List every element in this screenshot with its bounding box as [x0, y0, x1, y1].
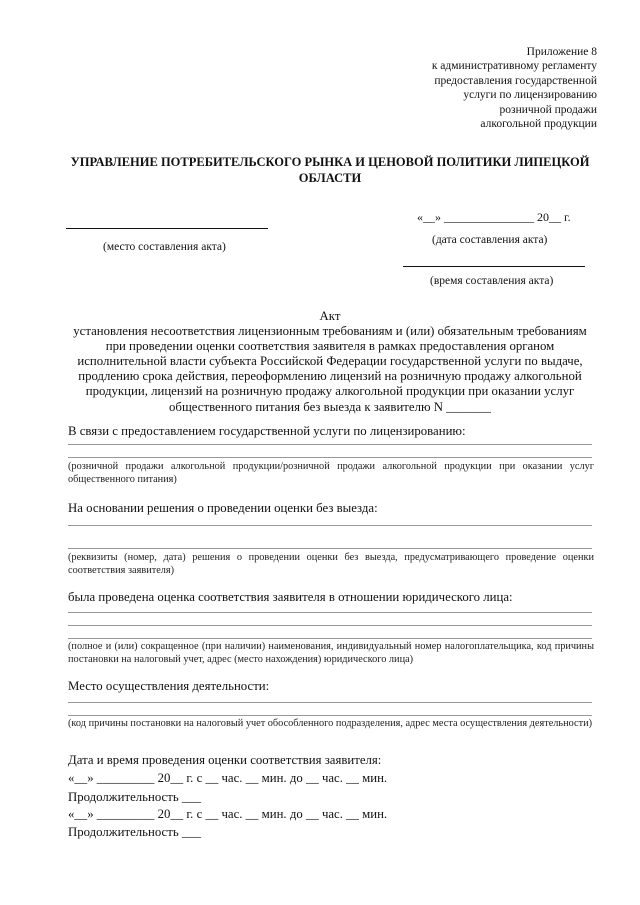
- time-field-line: [403, 266, 585, 267]
- service-field-line[interactable]: [68, 457, 592, 458]
- decision-note: (реквизиты (номер, дата) решения о проведении оценки без выезда, предусматривающего проведение оценки соответствия заявителя): [68, 552, 594, 576]
- time-caption: (время составления акта): [430, 275, 554, 287]
- appendix-line: розничной продажи: [499, 103, 597, 116]
- decision-label: На основании решения о проведении оценки без выезда:: [68, 501, 378, 515]
- agency-title: УПРАВЛЕНИЕ ПОТРЕБИТЕЛЬСКОГО РЫНКА И ЦЕНОВОЙ ПОЛИТИКИ ЛИПЕЦКОЙ ОБЛАСТИ: [70, 155, 590, 185]
- place-field-line: [66, 228, 268, 229]
- period-line[interactable]: «__» _________ 20__ г. с __ час. __ мин. до __ час. __ мин.: [68, 771, 388, 785]
- activity-place-note: (код причины постановки на налоговый учет обособленного подразделения, адрес места осуществления деятельности): [68, 718, 593, 729]
- service-note: (розничной продажи алкогольной продукции/розничной продажи алкогольной продукции при оказании услуг общественного питания): [68, 461, 594, 485]
- activity-place-field-line[interactable]: [68, 715, 592, 716]
- period-line[interactable]: «__» _________ 20__ г. с __ час. __ мин. до __ час. __ мин.: [68, 807, 388, 821]
- act-title-line: общественного питания без выезда к заявителю N _______: [169, 399, 491, 414]
- assessment-label: была проведена оценка соответствия заявителя в отношении юридического лица:: [68, 590, 513, 604]
- act-title-line: установления несоответствия лицензионным требованиям и (или) обязательным требованиям: [73, 324, 587, 339]
- act-title-line: продлению срока действия, переоформлению лицензий на розничную продажу алкогольной: [78, 369, 582, 384]
- date-caption: (дата составления акта): [432, 234, 548, 246]
- assessment-note: (полное и (или) сокращенное (при наличии) наименования, индивидуальный номер налогоплательщика, код причины постановки на налоговый учет, адрес (место нахождения) юридического лица): [68, 641, 594, 665]
- duration-line[interactable]: Продолжительность ___: [68, 825, 202, 839]
- act-date-field: «__» _______________ 20__ г.: [417, 210, 571, 224]
- decision-field-line[interactable]: [68, 548, 592, 549]
- act-title-line: исполнительной власти субъекта Российской Федерации государственной услуги по выдаче,: [77, 354, 583, 369]
- appendix-line: к административному регламенту: [431, 60, 597, 73]
- service-label: В связи с предоставлением государственной услуги по лицензированию:: [68, 424, 466, 438]
- appendix-reference: [432, 45, 597, 131]
- act-title-line: при проведении оценки соответствия заявителя в рамках предоставления органом: [105, 339, 555, 354]
- act-title: Акт: [319, 309, 341, 323]
- appendix-line: услуги по лицензированию: [463, 89, 597, 102]
- datetime-label: Дата и время проведения оценки соответствия заявителя:: [68, 753, 382, 767]
- appendix-line: предоставления государственной: [434, 74, 597, 87]
- place-caption: (место составления акта): [103, 241, 226, 253]
- act-title-line: продукции, лицензий на розничную продажу алкогольной продукции при оказании услуг: [85, 384, 575, 399]
- assessment-field-line[interactable]: [68, 612, 592, 613]
- assessment-field-line[interactable]: [68, 638, 592, 639]
- service-field-line[interactable]: [68, 444, 592, 445]
- assessment-field-line[interactable]: [68, 625, 592, 626]
- duration-line[interactable]: Продолжительность ___: [68, 790, 202, 804]
- appendix-line: Приложение 8: [526, 46, 597, 58]
- decision-field-line[interactable]: [68, 525, 592, 526]
- appendix-line: алкогольной продукции: [480, 118, 597, 131]
- act-title-block: [55, 309, 605, 415]
- activity-place-field-line[interactable]: [68, 702, 592, 703]
- activity-place-label: Место осуществления деятельности:: [68, 679, 270, 693]
